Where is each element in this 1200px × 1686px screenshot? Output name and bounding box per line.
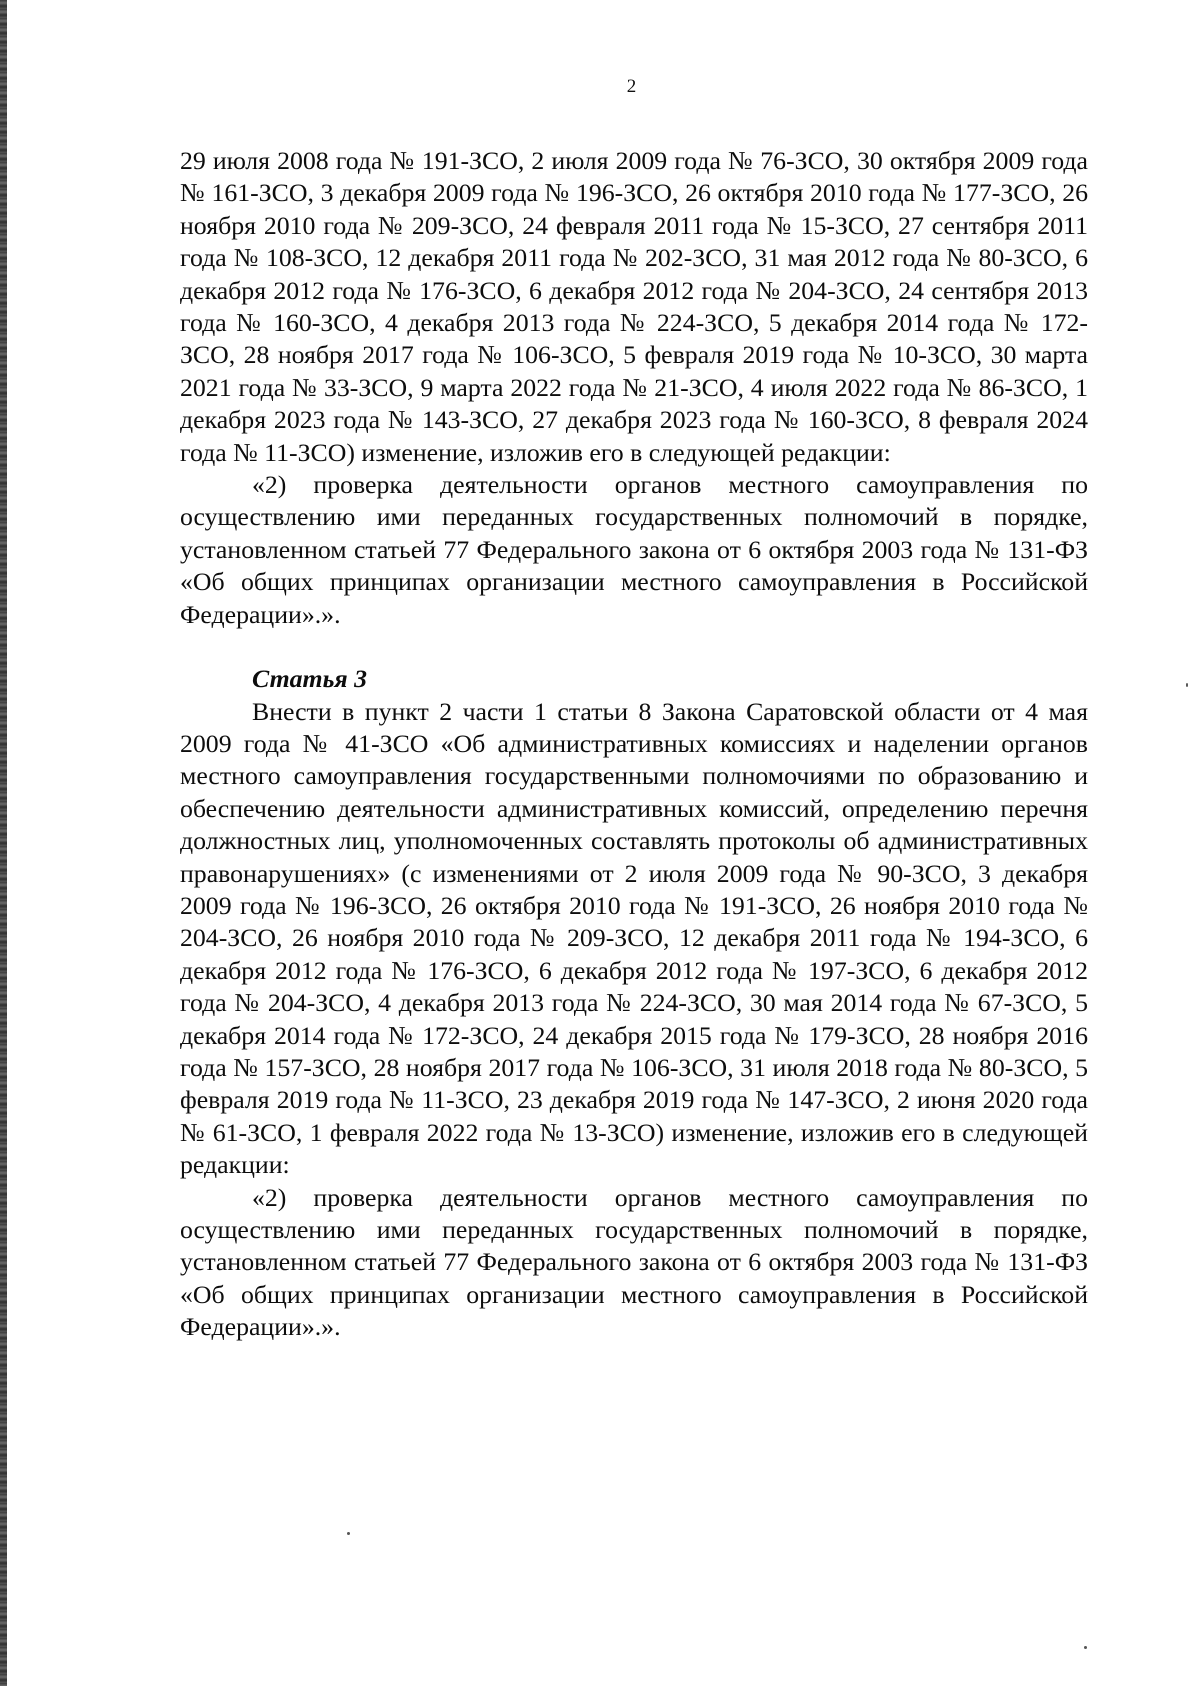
article-heading: Статья 3	[252, 664, 368, 694]
article-paragraph-new-wording: «2) проверка деятельности органов местного самоуправления по осуществлению ими переданных государственных полномочий в порядке, установленном статьей 77 Федерального закона от 6 октября 2003 года № 131-ФЗ «Об общих принципах организации местного самоуправления в Российской Федерации».».	[180, 1182, 1088, 1342]
paragraph-new-wording: «2) проверка деятельности органов местного самоуправления по осуществлению ими переданных государственных полномочий в порядке, установленном статьей 77 Федерального закона от 6 октября 2003 года № 131-ФЗ «Об общих принципах организации местного самоуправления в Российской Федерации».».	[180, 470, 1088, 629]
paragraph-amendment-history: 29 июля 2008 года № 191-ЗСО, 2 июля 2009 года № 76-ЗСО, 30 октября 2009 года № 161-ЗСО, 3 декабря 2009 года № 196-ЗСО, 26 октября 2010 года № 177-ЗСО, 26 ноября 2010 года № 209-ЗСО, 24 февраля 2011 года № 15-ЗСО, 27 сентября 2011 года № 108-ЗСО, 12 декабря 2011 года № 202-ЗСО, 31 мая 2012 года № 80-ЗСО, 6 декабря 2012 года № 176-ЗСО, 6 декабря 2012 года № 204-ЗСО, 24 сентября 2013 года № 160-ЗСО, 4 декабря 2013 года № 224-ЗСО, 5 декабря 2014 года № 172-ЗСО, 28 ноября 2017 года № 106-ЗСО, 5 февраля 2019 года № 10-ЗСО, 30 марта 2021 года № 33-ЗСО, 9 марта 2022 года № 21-ЗСО, 4 июля 2022 года № 86-ЗСО, 1 декабря 2023 года № 143-ЗСО, 27 декабря 2023 года № 160-ЗСО, 8 февраля 2024 года № 11-ЗСО) изменение, изложив его в следующей редакции:	[180, 146, 1088, 467]
scan-speck	[347, 1532, 350, 1535]
scan-speck	[1084, 1646, 1087, 1649]
section-gap	[180, 631, 1088, 663]
document-body	[180, 145, 1088, 1344]
scan-edge	[0, 0, 7, 1686]
scan-speck	[1186, 683, 1188, 687]
page-number: 2	[626, 76, 637, 97]
article-paragraph-amendment: Внести в пункт 2 части 1 статьи 8 Закона Саратовской области от 4 мая 2009 года № 41-ЗСО «Об административных комиссиях и наделении органов местного самоуправления государственными полномочиями по образованию и обеспечению деятельности административных комиссий, определению перечня должностных лиц, уполномоченных составлять протоколы об административных правонарушениях» (с изменениями от 2 июля 2009 года № 90-ЗСО, 3 декабря 2009 года № 196-ЗСО, 26 октября 2010 года № 191-ЗСО, 26 ноября 2010 года № 204-ЗСО, 26 ноября 2010 года № 209-ЗСО, 12 декабря 2011 года № 194-ЗСО, 6 декабря 2012 года № 176-ЗСО, 6 декабря 2012 года № 197-ЗСО, 6 декабря 2012 года № 204-ЗСО, 4 декабря 2013 года № 224-ЗСО, 30 мая 2014 года № 67-ЗСО, 5 декабря 2014 года № 172-ЗСО, 24 декабря 2015 года № 179-ЗСО, 28 ноября 2016 года № 157-ЗСО, 28 ноября 2017 года № 106-ЗСО, 31 июля 2018 года № 80-ЗСО, 5 февраля 2019 года № 11-ЗСО, 23 декабря 2019 года № 147-ЗСО, 2 июня 2020 года № 61-ЗСО, 1 февраля 2022 года № 13-ЗСО) изменение, изложив его в следующей редакции:	[180, 696, 1088, 1180]
